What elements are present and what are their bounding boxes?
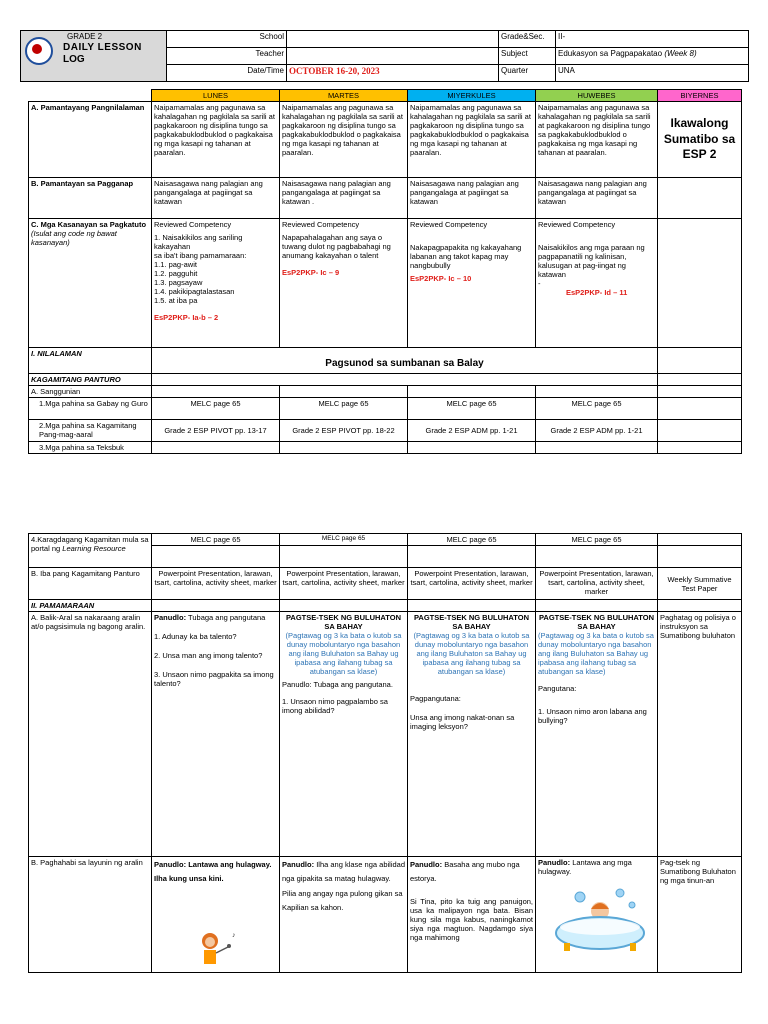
row-a-martes: Naipamamalas ang pagunawa sa kahalagahan ng pagkilala sa sarili at pagkakaroon ng disiplina tungo sa pagkakabuklodbuklod o pagkakaisa ng mga kasapi ng tahanan at paaralan. <box>280 102 408 178</box>
dll-table-page1: LUNES MARTES MIYERKULES HUWEBES BIYERNES A. Pamantayang Pangnilalaman Naipamamalas ang pagunawa sa kahalagahan ng pagkilala sa sarili at pagkakaroon ng disiplina tungo sa pagkakabuklodbuklod o pagkakaisa ng mga kasapi ng tahanan at paaralan. Naipamamalas ang pagunawa sa kahalagahan ng pagkilala sa sarili at pagkakaroon ng disiplina tungo sa pagkakabuklodbuklod o pagkakaisa ng mga kasapi ng tahanan at paaralan. Naipamamalas ang pagunawa sa kahalagahan ng pagkilala sa sarili at pagkakaroon ng disiplina tungo sa pagkakabuklodbuklod o pagkakaisa ng mga kasapi ng tahanan at paaralan. Naipamamalas ang pagunawa sa kahalagahan ng pagkilala sa sarili at pagkakaroon ng disiplina tungo sa pagkakabuklodbuklod o pagkakaisa ng mga kasapi ng tahanan at paaralan. Ikawalong Sumatibo sa ESP 2 B. Pamantayan sa Pagganap Naisasagawa nang palagian ang pangangalaga at pagiingat sa katawan Naisasagawa nang palagian ang pangangalaga at pagiingat sa katawan . Naisasagawa nang palagian ang pangangalaga at pagiingat sa katawan Naisasagawa nang palagian ang pangangalaga at pagiingat sa katawan C. Mga Kasanayan sa Pagkatuto (Isulat ang code ng bawat kasanayan) Reviewed Competency 1. Naisakikilos ang sariling kakayahan sa iba't ibang pamamaraan: 1.1. pag-awit 1.2. pagguhit 1.3. pagsayaw 1.4. pakikipagtalastasan 1.5. at iba pa EsP2PKP- Ia-b – 2 Reviewed Competency Napapahalagahan ang saya o tuwang dulot ng pagbabahagi ng anumang kakayahan o talent EsP2PKP- Ic – 9 Reviewed Competency Nakapagpapakita ng kakayahang labanan ang takot kapag may nangbubully EsP2PKP- Ic – 10 Reviewed Competency Naisakikilos ang mga paraan ng pagpapanatili ng kalinisan, kalusugan at pag-iingat ng katawan - EsP2PKP- Id – 11 I. NILALAMAN Pagsunod sa sumbanan sa Balay KAGAMITANG PANTURO A. Sanggunian 1.Mga pahina sa Gabay ng Guro MELC page 65 MELC page 65 MELC page 65 MELC page 65 2.Mga pahina sa Kagamitang Pang-mag-aaral Grade 2 ESP PIVOT pp. 13-17 Grade 2 ESP PIVOT pp. 18-22 Grade 2 ESP ADM pp. 1-21 Grade 2 ESP ADM pp. 1-21 3.Mga pahina sa Teksbuk <box>28 89 742 454</box>
balik-aral-label: A. Balik-Aral sa nakaraang aralin at/o pagsisimula ng bagong aralin. <box>29 612 152 857</box>
row-a-miy: Naipamamalas ang pagunawa sa kahalagahan ng pagkilala sa sarili at pagkakaroon ng disiplina tungo sa pagkakabuklodbuklod o pagkakaisa ng mga kasapi ng tahanan at paaralan. <box>408 102 536 178</box>
row-c-huw: Reviewed Competency Naisakikilos ang mga paraan ng pagpapanatili ng kalinisan, kalusugan at pag-iingat ng katawan - EsP2PKP- Id – 11 <box>536 219 658 348</box>
teacher-value <box>287 48 499 65</box>
subject-value: Edukasyon sa Pagpapakatao <box>558 49 663 58</box>
day-huwebes: HUWEBES <box>536 90 658 102</box>
teksbuk-label: 3.Mga pahina sa Teksbuk <box>29 442 152 454</box>
iba-biyernes: Weekly Summative Test Paper <box>658 568 742 600</box>
sanggunian-label: A. Sanggunian <box>29 386 152 398</box>
pamaraan-label: II. PAMAMARAAN <box>29 600 152 612</box>
dll-table-page2: 4.Karagdagang Kagamitan mula sa portal ng Learning Resource MELC page 65 MELC page 65 MELC page 65 MELC page 65 B. Iba pang Kagamitang Panturo Powerpoint Presentation, larawan, tsart, cartolina, activity sheet, marker Powerpoint Presentation, larawan, tsart, cartolina, activity sheet, marker Powerpoint Presentation, larawan, tsart, cartolina, activity sheet, marker Powerpoint Presentation, larawan, tsart, cartolina, activity sheet, marker Weekly Summative Test Paper II. PAMAMARAAN A. Balik-Aral sa nakaraang aralin at/o pagsisimula ng bagong aralin. Panudlo: Tubaga ang pangutana 1. Adunay ka ba talento? 2. Unsa man ang imong talento? 3. Unsaon nimo pagpakita sa imong talento? PAGTSE-TSEK NG BULUHATON SA BAHAY (Pagtawag og 3 ka bata o kutob sa dunay moboluntaryo nga basahon ang ilang Buluhaton sa Bahay ug ipabasa ang ilahang tubag sa atubangan sa klase) Panudlo: Tubaga ang pangutana. 1. Unsaon nimo pagpalambo sa imong abilidad? PAGTSE-TSEK NG BULUHATON SA BAHAY (Pagtawag og 3 ka bata o kutob sa dunay moboluntaryo nga basahon ang ilang Buluhaton sa Bahay ug ipabasa ang ilahang tubag sa atubangan sa klase) Pagpangutana: Unsa ang imong nakat-onan sa imaging leksyon? PAGTSE-TSEK NG BULUHATON SA BAHAY (Pagtawag og 3 ka bata o kutob sa dunay moboluntaryo nga basahon ang ilang Buluhaton sa Bahay ug ipabasa ang ilahang tubag sa atubangan sa klase) Pangutana: 1. Unsaon nimo aron labana ang bullying? Paghatag og polisiya o instruksyon sa Sumatibong buluhaton B. Paghahabi sa layunin ng aralin Panudlo: Lantawa ang hulagway. Ilha kung unsa kini. ♪ Panudlo: Ilha ang klase nga abilidad nga gipakita sa matag hulagway. Pilia ang angay nga pulong gikan sa Kapilian sa kahon. Panudlo: Basaha ang mubo nga estorya. Si Tina, pito ka tuig ang panuigon, usa ka malipayon nga bata. Bisan kung sila mga kabus, naningkamot siya nga magtuon. Nagdamgo siya nga mahimong Panudlo: Lantawa ang mga hulagway. Pag-tsek ng Sumatibong Buluhaton ng mga tinun-an <box>28 533 742 973</box>
header-table <box>20 30 749 82</box>
karagdagang-label: 4.Karagdagang Kagamitan mula sa portal ng Learning Resource <box>29 534 152 568</box>
grade-label: GRADE 2 <box>67 32 103 41</box>
balik-aral-miy: PAGTSE-TSEK NG BULUHATON SA BAHAY (Pagtawag og 3 ka bata o kutob sa dunay moboluntaryo nga basahon ang ilang Buluhaton sa Bahay ug ipabasa ang ilahang tubag sa atubangan sa klase) Pagpangutana: Unsa ang imong nakat-onan sa imaging leksyon? <box>408 612 536 857</box>
gradesec-label: Grade&Sec. <box>499 31 556 48</box>
row-a-huw: Naipamamalas ang pagunawa sa kahalagahan ng pagkilala sa sarili at pagkakaroon ng disiplina tungo sa pagkakabuklodbuklod o pagkakaisa ng mga kasapi ng tahanan at paaralan. <box>536 102 658 178</box>
row-b-lunes: Naisasagawa nang palagian ang pangangalaga at pagiingat sa katawan <box>152 178 280 219</box>
paghahabi-label: B. Paghahabi sa layunin ng aralin <box>29 857 152 973</box>
kagamitang-label: KAGAMITANG PANTURO <box>29 374 152 386</box>
teacher-label: Teacher <box>167 48 287 65</box>
balik-aral-huw: PAGTSE-TSEK NG BULUHATON SA BAHAY (Pagtawag og 3 ka bata o kutob sa dunay moboluntaryo nga basahon ang ilang Buluhaton sa Bahay ug ipabasa ang ilahang tubag sa atubangan sa klase) Pangutana: 1. Unsaon nimo aron labana ang bullying? <box>536 612 658 857</box>
day-lunes: LUNES <box>152 90 280 102</box>
subject-week: (Week 8) <box>664 49 697 58</box>
subject-label: Subject <box>499 48 556 65</box>
girl-singing-illustration <box>182 927 238 967</box>
quarter-value: UNA <box>556 65 749 82</box>
day-martes: MARTES <box>280 90 408 102</box>
gabay-label: 1.Mga pahina sa Gabay ng Guro <box>29 398 152 420</box>
row-b-huw: Naisasagawa nang palagian ang pangangalaga at pagiingat sa katawan <box>536 178 658 219</box>
nilalaman-label: I. NILALAMAN <box>29 348 152 374</box>
row-b-martes: Naisasagawa nang palagian ang pangangalaga at pagiingat sa katawan . <box>280 178 408 219</box>
datetime-value: OCTOBER 16-20, 2023 <box>287 65 499 82</box>
paghahabi-biyernes: Pag-tsek ng Sumatibong Buluhaton ng mga tinun-an <box>658 857 742 973</box>
row-c-miy: Reviewed Competency Nakapagpapakita ng kakayahang labanan ang takot kapag may nangbubully EsP2PKP- Ic – 10 <box>408 219 536 348</box>
code-martes: EsP2PKP- Ic – 9 <box>282 268 340 277</box>
row-c-label: C. Mga Kasanayan sa Pagkatuto (Isulat ang code ng bawat kasanayan) <box>29 219 152 348</box>
kagamitang-pahina-label: 2.Mga pahina sa Kagamitang Pang-mag-aaral <box>29 420 152 442</box>
balik-aral-martes: PAGTSE-TSEK NG BULUHATON SA BAHAY (Pagtawag og 3 ka bata o kutob sa dunay moboluntaryo nga basahon ang ilang Buluhaton sa Bahay ug ipabasa ang ilahang tubag sa atubangan sa klase) Panudlo: Tubaga ang pangutana. 1. Unsaon nimo pagpalambo sa imong abilidad? <box>280 612 408 857</box>
row-c-martes: Reviewed Competency Napapahalagahan ang saya o tuwang dulot ng pagbabahagi ng anumang kakayahan o talent EsP2PKP- Ic – 9 <box>280 219 408 348</box>
svg-text:♪: ♪ <box>232 932 236 939</box>
row-a-lunes: Naipamamalas ang pagunawa sa kahalagahan ng pagkilala sa sarili at pagkakaroon ng disiplina tungo sa pagkakabuklodbuklod o pagkakaisa ng mga kasapi ng tahanan at paaralan. <box>152 102 280 178</box>
row-c-lunes: Reviewed Competency 1. Naisakikilos ang sariling kakayahan sa iba't ibang pamamaraan: 1.1. pag-awit 1.2. pagguhit 1.3. pagsayaw 1.4. pakikipagtalastasan 1.5. at iba pa EsP2PKP- Ia-b – 2 <box>152 219 280 348</box>
dll-line2: LOG <box>63 54 85 65</box>
balik-aral-lunes: Panudlo: Tubaga ang pangutana 1. Adunay ka ba talento? 2. Unsa man ang imong talento? 3. Unsaon nimo pagpakita sa imong talento? <box>152 612 280 857</box>
datetime-label: Date/Time <box>167 65 287 82</box>
dll-line1: DAILY LESSON <box>63 42 142 53</box>
paghahabi-huw: Panudlo: Lantawa ang mga hulagway. <box>536 857 658 973</box>
school-label: School <box>167 31 287 48</box>
row-b-label: B. Pamantayan sa Pagganap <box>29 178 152 219</box>
code-miy: EsP2PKP- Ic – 10 <box>410 274 472 283</box>
child-bathing-illustration <box>550 885 650 955</box>
code-huw: EsP2PKP- Id – 11 <box>566 288 628 297</box>
paghahabi-lunes: Panudlo: Lantawa ang hulagway. Ilha kung unsa kini. ♪ <box>152 857 280 973</box>
gradesec-value: II- <box>556 31 749 48</box>
balik-aral-biyernes: Paghatag og polisiya o instruksyon sa Sumatibong buluhaton <box>658 612 742 857</box>
school-value <box>287 31 499 48</box>
subject-cell <box>556 48 749 65</box>
iba-pang-label: B. Iba pang Kagamitang Panturo <box>29 568 152 600</box>
day-miyerkules: MIYERKULES <box>408 90 536 102</box>
quarter-label: Quarter <box>499 65 556 82</box>
code-lunes: EsP2PKP- Ia-b – 2 <box>154 313 219 322</box>
day-biyernes: BIYERNES <box>658 90 742 102</box>
deped-seal-icon <box>25 37 53 65</box>
nilalaman-text: Pagsunod sa sumbanan sa Balay <box>152 348 658 374</box>
paghahabi-miy: Panudlo: Basaha ang mubo nga estorya. Si Tina, pito ka tuig ang panuigon, usa ka malipayon nga bata. Bisan kung sila mga kabus, naningkamot siya nga magtuon. Nagdamgo siya nga mahimong <box>408 857 536 973</box>
row-a-label: A. Pamantayang Pangnilalaman <box>29 102 152 178</box>
dll-title-cell <box>21 31 167 82</box>
row-a-biyernes: Ikawalong Sumatibo sa ESP 2 <box>658 102 742 178</box>
row-b-miy: Naisasagawa nang palagian ang pangangalaga at pagiingat sa katawan <box>408 178 536 219</box>
paghahabi-martes: Panudlo: Ilha ang klase nga abilidad nga gipakita sa matag hulagway. Pilia ang angay nga pulong gikan sa Kapilian sa kahon. <box>280 857 408 973</box>
